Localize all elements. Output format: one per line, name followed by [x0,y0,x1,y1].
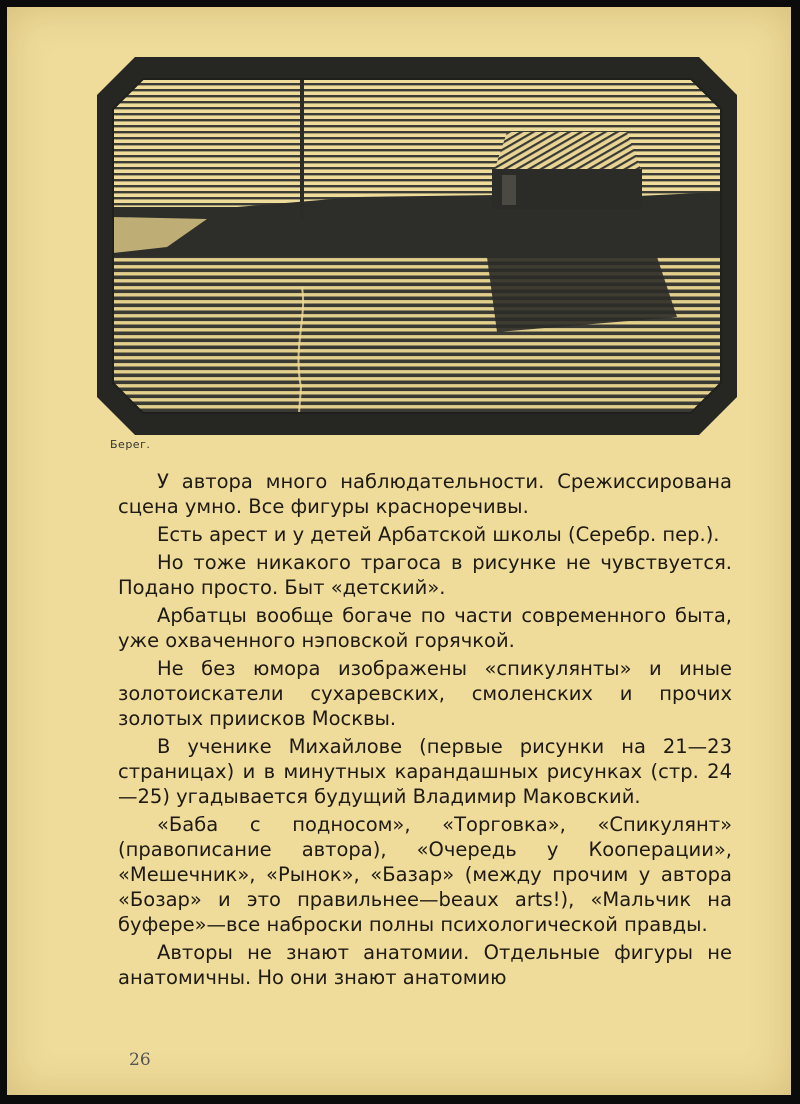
illustration-caption: Берег. [110,438,151,451]
paragraph: Но тоже никакого трагоса в рисунке не чувствуется. Подано просто. Быт «детский». [118,551,732,599]
woodcut-illustration-shore [97,57,737,435]
paragraph: «Баба с подносом», «Торговка», «Спикулянт» (правописание автора), «Очередь у Кооперации», «Мешечник», «Рынок», «Базар» (между прочим у автора «Бозар» и это правильнее—beaux arts!), «Мальчик на буфере»—все наброски полны психологической правды. [118,813,732,936]
paragraph: Авторы не знают анатомии. Отдельные фигуры не анатомичны. Но они знают анатомию [118,941,732,989]
paragraph: В ученике Михайлове (первые рисунки на 21—23 страницах) и в минутных карандашных рисунках (стр. 24—25) угадывается будущий Владимир Маковский. [118,735,732,808]
paragraph: У автора много наблюдательности. Срежиссирована сцена умно. Все фигуры красноречивы. [118,470,732,518]
paragraph: Есть арест и у детей Арбатской школы (Серебр. пер.). [157,523,720,546]
book-page [7,7,791,1095]
paragraph: Не без юмора изображены «спикулянты» и иные золотоискатели сухаревских, смоленских и прочих золотых приисков Москвы. [118,657,732,730]
page-number: 26 [129,1050,151,1070]
body-text [118,469,732,993]
paragraph: Арбатцы вообще богаче по части современного быта, уже охваченного нэповской горячкой. [118,604,732,652]
